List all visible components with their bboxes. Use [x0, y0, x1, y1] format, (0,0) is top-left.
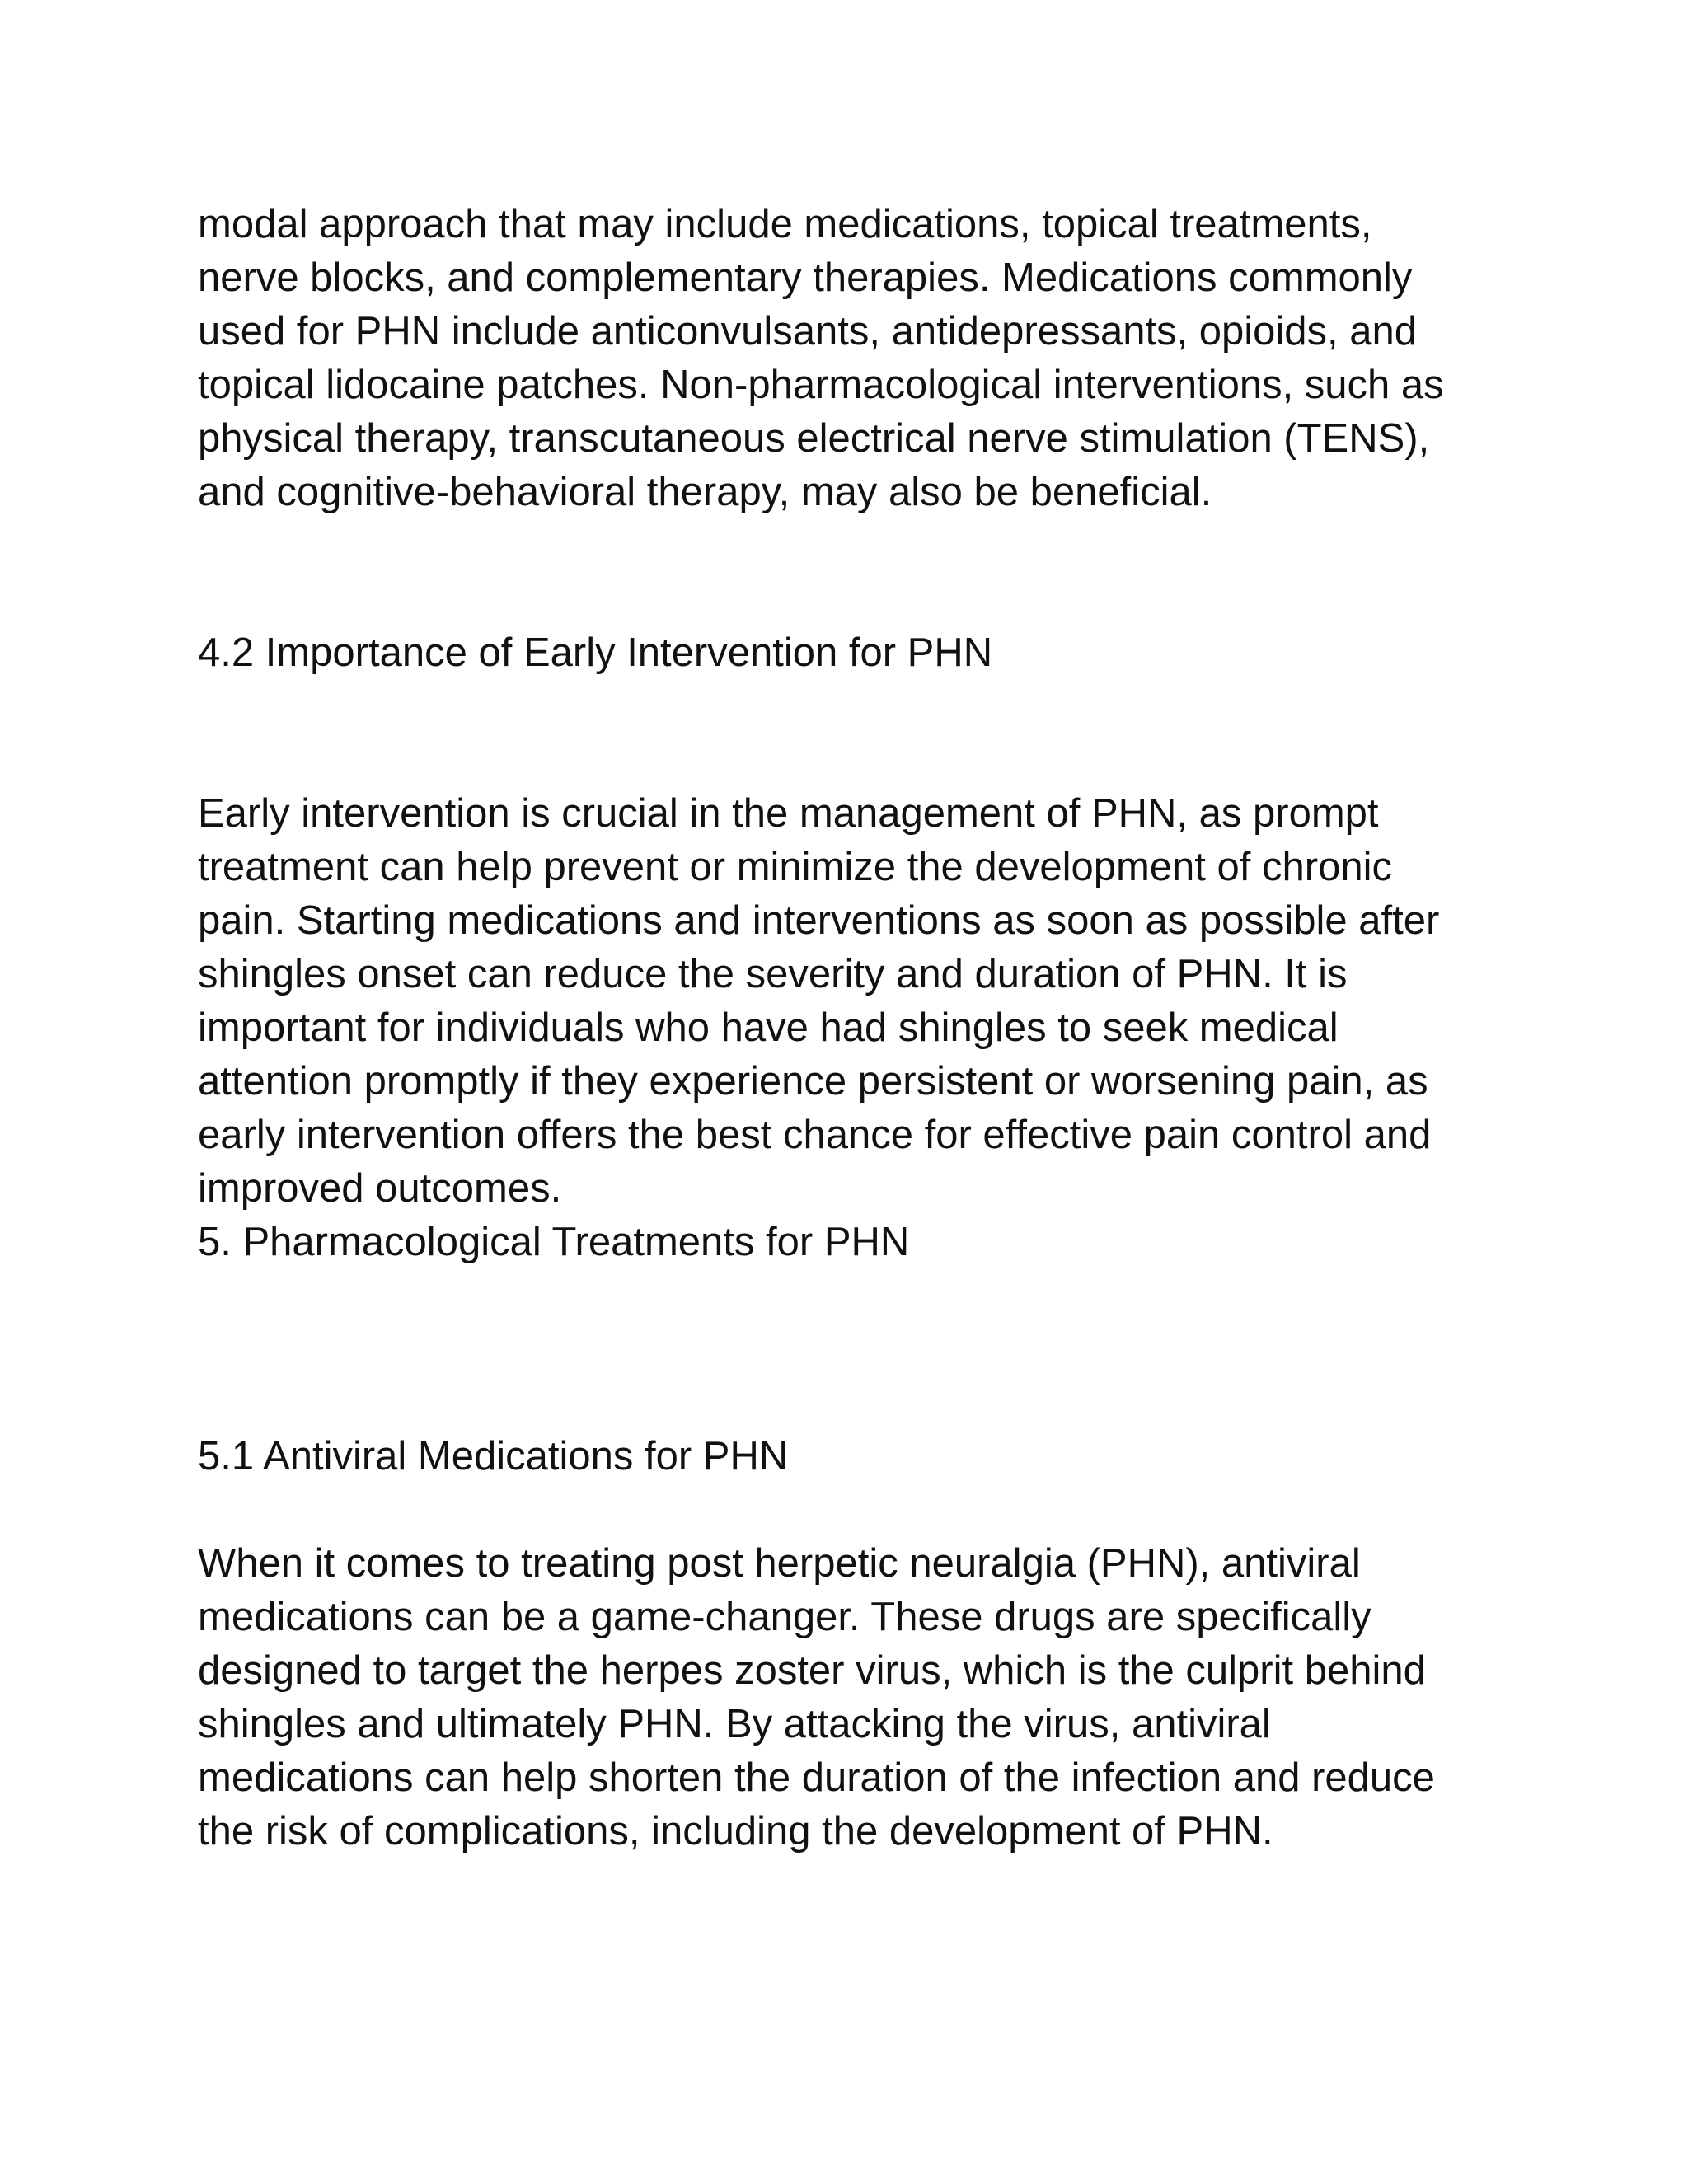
paragraph-line: the risk of complications, including the development of PHN.	[198, 1809, 1273, 1854]
section-heading-5-1: 5.1 Antiviral Medications for PHN	[198, 1434, 789, 1479]
paragraph-line: attention promptly if they experience persistent or worsening pain, as	[198, 1059, 1428, 1104]
paragraph-line: physical therapy, transcutaneous electrical nerve stimulation (TENS),	[198, 416, 1430, 461]
paragraph-line: pain. Starting medications and interventions as soon as possible after	[198, 898, 1440, 943]
paragraph-line: shingles onset can reduce the severity and duration of PHN. It is	[198, 952, 1348, 996]
paragraph-line: early intervention offers the best chance for effective pain control and	[198, 1113, 1432, 1157]
section-heading-4-2: 4.2 Importance of Early Intervention for PHN	[198, 630, 993, 675]
paragraph-line: improved outcomes.	[198, 1166, 562, 1211]
paragraph-line: topical lidocaine patches. Non-pharmacological interventions, such as	[198, 363, 1444, 407]
paragraph-line: When it comes to treating post herpetic neuralgia (PHN), antiviral	[198, 1541, 1361, 1586]
paragraph-line: used for PHN include anticonvulsants, antidepressants, opioids, and	[198, 309, 1418, 354]
paragraph-line: designed to target the herpes zoster virus, which is the culprit behind	[198, 1648, 1426, 1693]
paragraph-line: medications can help shorten the duration of the infection and reduce	[198, 1755, 1435, 1800]
paragraph-line: important for individuals who have had shingles to seek medical	[198, 1005, 1339, 1050]
paragraph-line: treatment can help prevent or minimize the development of chronic	[198, 845, 1392, 889]
paragraph-line: Early intervention is crucial in the management of PHN, as prompt	[198, 791, 1379, 836]
paragraph-line: modal approach that may include medications, topical treatments,	[198, 202, 1372, 246]
paragraph-line: shingles and ultimately PHN. By attacking the virus, antiviral	[198, 1702, 1271, 1746]
paragraph-line: and cognitive-behavioral therapy, may also be beneficial.	[198, 470, 1212, 514]
paragraph-line: nerve blocks, and complementary therapies. Medications commonly	[198, 255, 1413, 300]
paragraph-line: medications can be a game-changer. These drugs are specifically	[198, 1595, 1372, 1639]
section-heading-5: 5. Pharmacological Treatments for PHN	[198, 1220, 910, 1264]
